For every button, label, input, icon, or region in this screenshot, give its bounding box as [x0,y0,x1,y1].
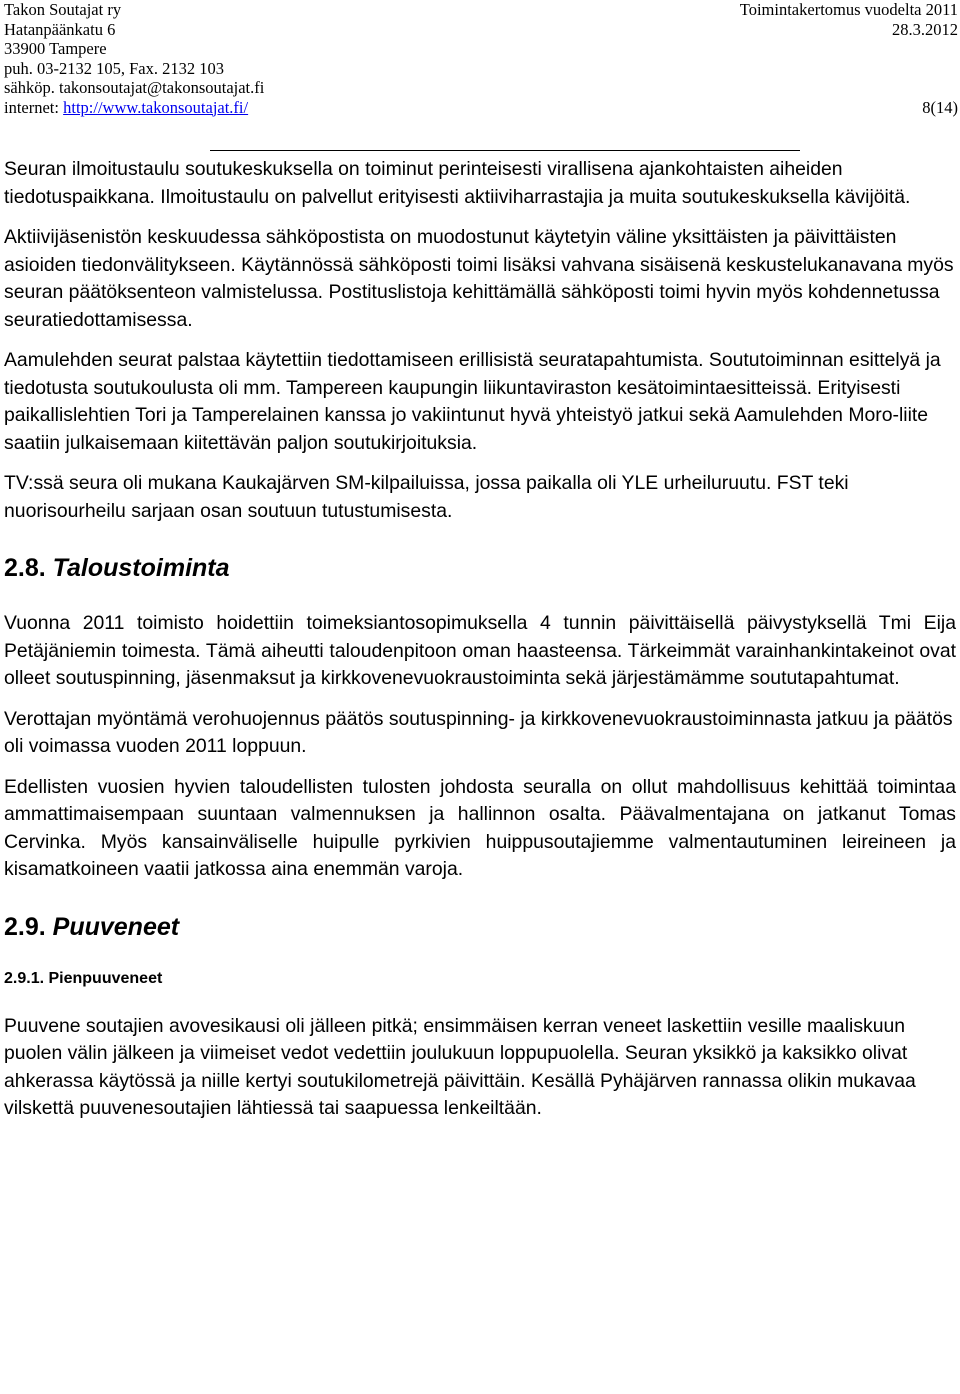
header-row-2 [4,20,958,40]
paragraph-tv: TV:ssä seura oli mukana Kaukajärven SM-kilpailuissa, jossa paikalla oli YLE urheiluruutu. FST teki nuorisourheilu sarjaan osan soutuun tutustumisesta. [4,472,849,522]
section-title: Taloustoiminta [52,554,230,582]
header-row-4 [4,59,958,79]
org-name: Takon Soutajat ry [4,0,122,19]
page-number: 8(14) [922,97,958,117]
subsection-number: 2.9.1. [4,969,45,987]
paragraph-notice-board: Seuran ilmoitustaulu soutukeskuksella on toiminut perinteisesti virallisena ajankohtaisten aiheiden tiedotuspaikkana. Ilmoitustaulu on palvellut erityisesti aktiiviharrastajia ja muita soutukeskuksella kävijöitä. [4,158,911,208]
header-row-3 [4,39,958,59]
subsection-heading-pienpuuveneet [4,969,956,989]
paragraph-press: Aamulehden seurat palstaa käytettiin tiedottamiseen erillisistä seuratapahtumista. Soututoiminnan esittelyä ja tiedotusta soutukoulusta oli mm. Tampereen kaupungin liikuntaviraston kesätoimintaesitteissä. Erityisesti paikallislehtien Tori ja Tamperelainen kanssa jo vakiintunut hyvä yhteistyö jatkui sekä Aamulehden Moro-liite saatiin julkaisemaan kiitettävän paljon soutukirjoituksia. [4,349,941,454]
header-row-5 [4,78,958,98]
postal-address: 33900 Tampere [4,39,107,58]
document-header [4,0,958,117]
header-row-6 [4,98,958,118]
paragraph-small-boats: Puuvene soutajien avovesikausi oli jälleen pitkä; ensimmäisen kerran veneet laskettiin vesille maaliskuun puolen välin jälkeen ja viimeiset vedot vedettiin joulukuun loppupuolella. Seuran yksikkö ja kaksikko olivat ahkerassa käytössä ja niille kertyi soutukilometrejä päivittäin. Kesällä Pyhäjärven rannassa olikin mukavaa vilskettä puuvenesoutajien lähtiessä tai saapuessa lenkeiltään. [4,1014,916,1119]
section-heading-taloustoiminta [4,553,956,583]
email-address: sähköp. takonsoutajat@takonsoutajat.fi [4,78,265,97]
paragraph-email: Aktiivijäsenistön keskuudessa sähköpostista on muodostunut käytetyin väline yksittäisten ja päivittäisten asioiden tiedonvälitykseen. Käytännössä sähköposti toimi lisäksi vahvana sisäisenä keskustelukanavana myös seuran päätöksenteon valmistelussa. Postituslistoja kehittämällä sähköposti toimi hyvin myös kohdennetussa seuratiedottamisessa. [4,226,954,331]
street-address: Hatanpäänkatu 6 [4,19,116,39]
website-link[interactable]: http://www.takonsoutajat.fi/ [63,97,249,117]
phone-fax: puh. 03-2132 105, Fax. 2132 103 [4,58,224,78]
subsection-title: Pienpuuveneet [48,969,163,987]
paragraph-finances: Edellisten vuosien hyvien taloudellisten tulosten johdosta seuralla on ollut mahdollisuus kehittää toimintaa ammattimaisempaan suuntaan valmennuksen ja hallinnon osalta. Päävalmentajana on jatkanut Tomas Cervinka. Myös kansainväliselle huipulle pyrkivien huippusoutajiemme valmentautuminen leireineen ja kisamatkoineen vaatii jatkossa aina enemmän varoja. [4,775,956,880]
document-date: 28.3.2012 [892,19,958,39]
section-heading-puuveneet [4,912,956,942]
header-row-1 [4,0,958,20]
document-body [4,156,956,1136]
document-title: Toimintakertomus vuodelta 2011 [739,0,958,19]
section-title: Puuveneet [52,912,180,941]
paragraph-office: Vuonna 2011 toimisto hoidettiin toimeksiantosopimuksella 4 tunnin päivittäisellä päivystyksellä Tmi Eija Petäjäniemin toimesta. Tämä aiheutti taloudenpitoon oman haasteensa. Tärkeimmät varainhankintakeinot ovat olleet soutuspinning, jäsenmaksut ja kirkkovenevuokraustoiminta sekä järjestämämme soututapahtumat. [4,612,956,689]
paragraph-tax-relief: Verottajan myöntämä verohuojennus päätös soutuspinning- ja kirkkovenevuokraustoiminnasta jatkuu ja päätös oli voimassa vuoden 2011 loppuun. [4,707,953,757]
section-number: 2.8. [4,554,46,582]
internet-label: internet: [4,97,64,117]
header-divider [210,150,800,151]
section-number: 2.9. [4,912,46,941]
